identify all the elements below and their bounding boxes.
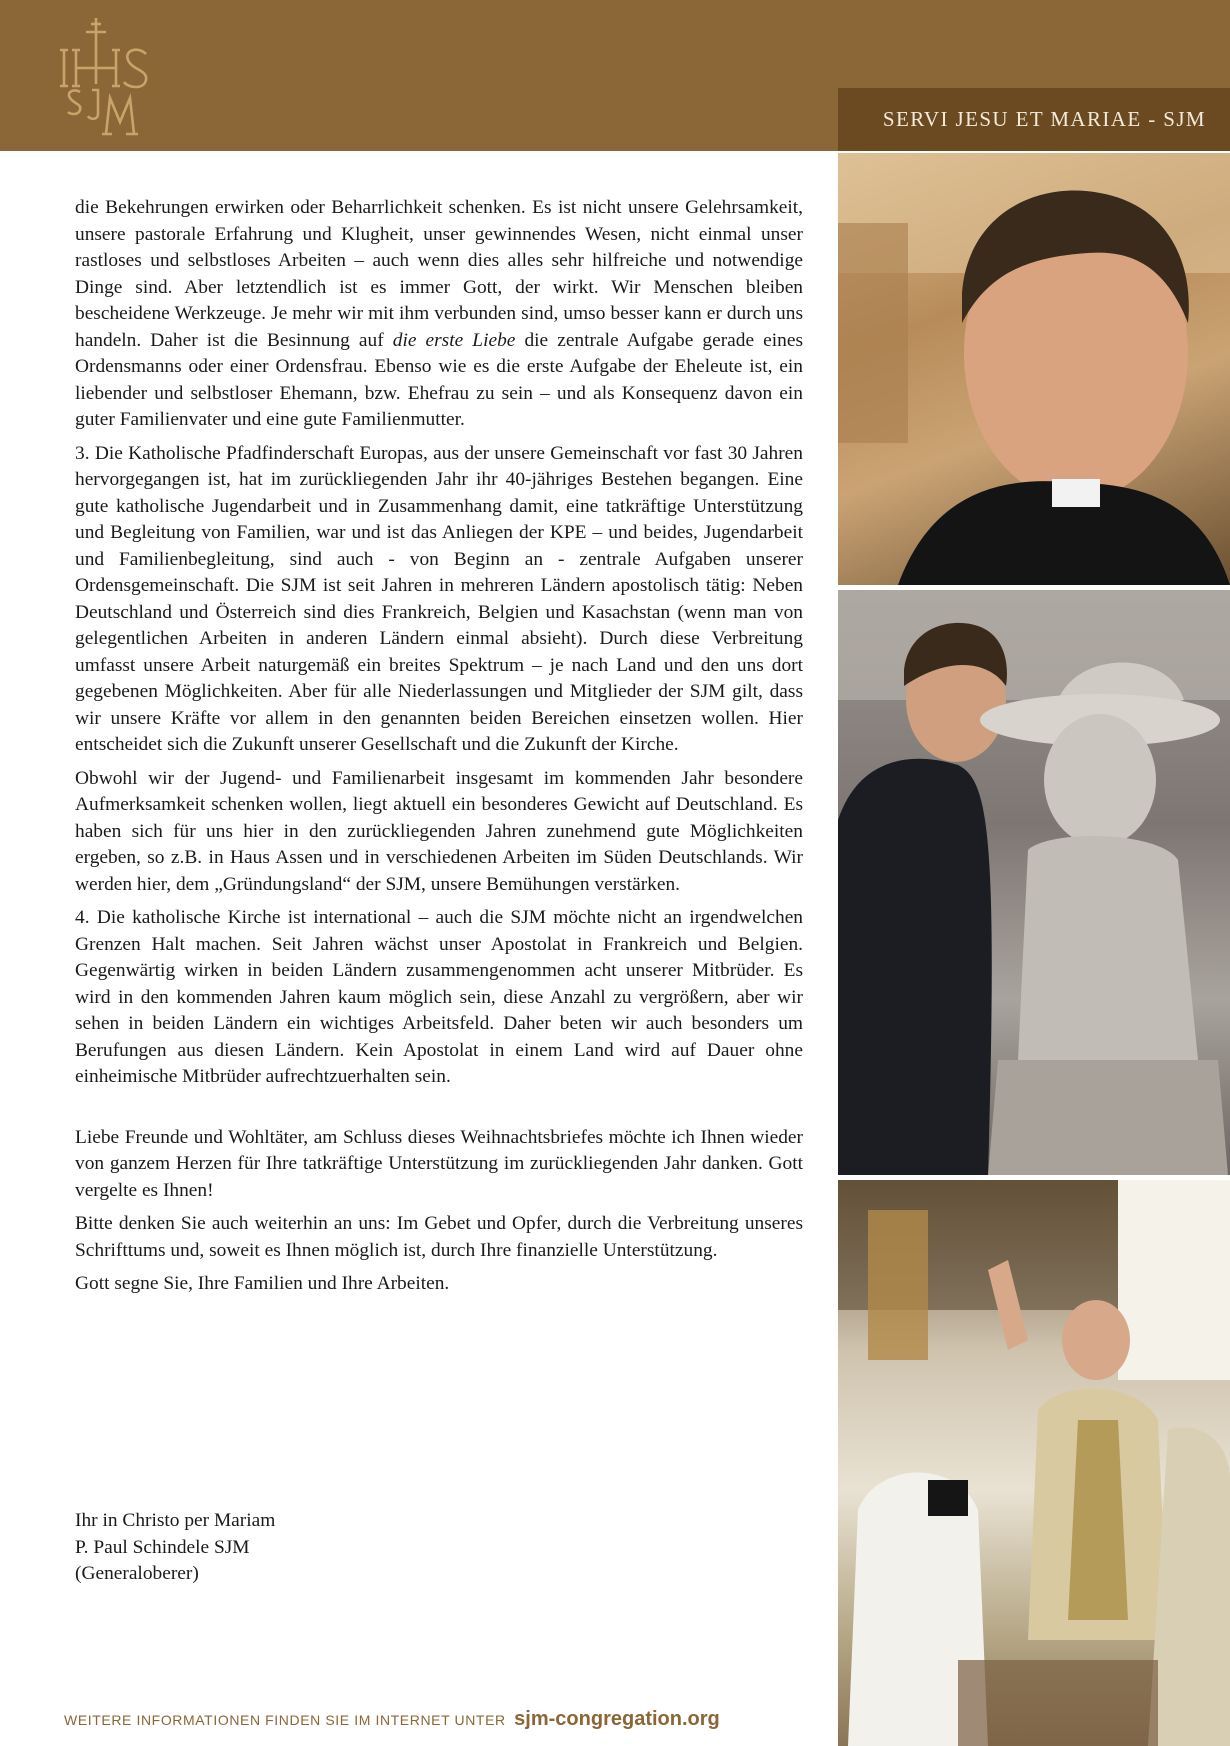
photo-priest-portrait [838, 153, 1230, 585]
closing-formula: Ihr in Christo per Mariam [75, 1510, 276, 1531]
paragraph-request: Bitte denken Sie auch weiterhin an uns: Im Gebet und Opfer, durch die Verbreitung unseres Schrifttums und, soweit es Ihnen möglich ist, durch Ihre finanzielle Unterstützung. [75, 1213, 803, 1261]
paragraph-thanks: Liebe Freunde und Wohltäter, am Schluss dieses Weihnachtsbriefes möchte ich Ihnen wieder von ganzem Herzen für Ihre tatkräftige Unterstützung im zurückliegenden Jahr danken. Gott vergelte es Ihnen! [75, 1126, 803, 1201]
mass-illustration [838, 1180, 1230, 1746]
section-title: SERVI JESU ET MARIAE - SJM [882, 107, 1206, 131]
photo-priest-with-statue [838, 590, 1230, 1175]
signer-title: (Generaloberer) [75, 1563, 199, 1584]
paragraph-humility [75, 195, 803, 434]
paragraph-humility-end: die zentrale Aufgabe gerade eines Ordensmanns oder einer Ordensfrau. Ebenso wie es die erste Aufgabe der Eheleute ist, ein liebender und selbstloser Ehemann, bzw. Ehefrau zu sein – und als Konsequenz davon ein guter Familienvater und eine gute Familienmutter. [75, 329, 803, 430]
footer-info-text: WEITERE INFORMATIONEN FINDEN SIE IM INTERNET UNTER [64, 1712, 506, 1728]
signer-name: P. Paul Schindele SJM [75, 1536, 250, 1558]
header-bar [0, 0, 1230, 151]
paragraph-point-4: 4. Die katholische Kirche ist international – auch die SJM möchte nicht an irgendwelchen Grenzen Halt machen. Seit Jahren wächst unser Apostolat in Frankreich und Belgien. Gegenwärtig wirken in beiden Ländern zusammengenommen acht unserer Mitbrüder. Es wird in den kommenden Jahren kaum möglich sein, diese Anzahl zu vergrößern, aber wir sehen in beiden Ländern ein wichtiges Arbeitsfeld. Daher beten wir auch besonders um Berufungen aus diesen Ländern. Kein Apostolat in einem Land wird auf Dauer ohne einheimische Mitbrüder aufrechtzuerhalten sein. [75, 907, 803, 1087]
statue-illustration [838, 590, 1230, 1175]
paragraph-humility-start: die Bekehrungen erwirken oder Beharrlichkeit schenken. Es ist nicht unsere Gelehrsamkeit, unsere pastorale Erfahrung und Klugheit, unser gewinnendes Wesen, nicht einmal unser rastloses und selbstloses Arbeiten – auch wenn dies alles sehr hilfreiche und notwendige Dinge sind. Aber letztendlich ist es immer Gott, der wirkt. Wir Menschen bleiben bescheidene Werkzeuge. Je mehr wir mit ihm verbunden sind, umso besser kann er durch uns handeln. Daher ist die Besinnung auf [75, 197, 803, 351]
section-title-tab [838, 88, 1230, 151]
paragraph-spacer [75, 1098, 803, 1125]
ihs-sjm-monogram-icon [58, 14, 154, 136]
portrait-illustration [838, 153, 1230, 585]
photo-mass-blessing [838, 1180, 1230, 1746]
website-link[interactable]: sjm-congregation.org [514, 1708, 720, 1730]
emphasis-first-love: die erste Liebe [392, 329, 516, 351]
signature-block [75, 1508, 275, 1588]
paragraph-blessing: Gott segne Sie, Ihre Familien und Ihre Arbeiten. [75, 1273, 450, 1294]
footer [64, 1708, 720, 1731]
paragraph-germany-focus: Obwohl wir der Jugend- und Familienarbeit insgesamt im kommenden Jahr besondere Aufmerksamkeit schenken wollen, liegt aktuell ein besonderes Gewicht auf Deutschland. Es haben sich für uns hier in den zurückliegenden Jahren zunehmend gute Möglichkeiten ergeben, so z.B. in Haus Assen und in verschiedenen Arbeiten im Süden Deutschlands. Wir werden hier, dem „Gründungsland“ der SJM, unsere Bemühungen verstärken. [75, 767, 803, 895]
paragraph-point-3: 3. Die Katholische Pfadfinderschaft Europas, aus der unsere Gemeinschaft vor fast 30 Jahren hervorgegangen ist, hat im zurückliegenden Jahr ihr 40-jähriges Bestehen begangen. Eine gute katholische Jugendarbeit und in Zusammenhang damit, eine tatkräftige Unterstützung und Begleitung von Familien, war und ist das Anliegen der KPE – und beides, Jugendarbeit und Familienbegleitung, sind auch - von Beginn an - zentrale Aufgaben unserer Ordensgemeinschaft. Die SJM ist seit Jahren in mehreren Ländern apostolisch tätig: Neben Deutschland und Österreich sind dies Frankreich, Belgien und Kasachstan (wenn man von gelegentlichen Arbeiten in anderen Ländern einmal absieht). Durch diese Verbreitung umfasst unsere Arbeit naturgemäß ein breites Spektrum – je nach Land und den uns dort gegebenen Möglichkeiten. Aber für alle Niederlassungen und Mitglieder der SJM gilt, dass wir unsere Kräfte vor allem in den genannten beiden Bereichen einsetzen wollen. Hier entscheidet sich die Zukunft unserer Gesellschaft und die Zukunft der Kirche. [75, 442, 803, 755]
letter-body [75, 195, 803, 1305]
